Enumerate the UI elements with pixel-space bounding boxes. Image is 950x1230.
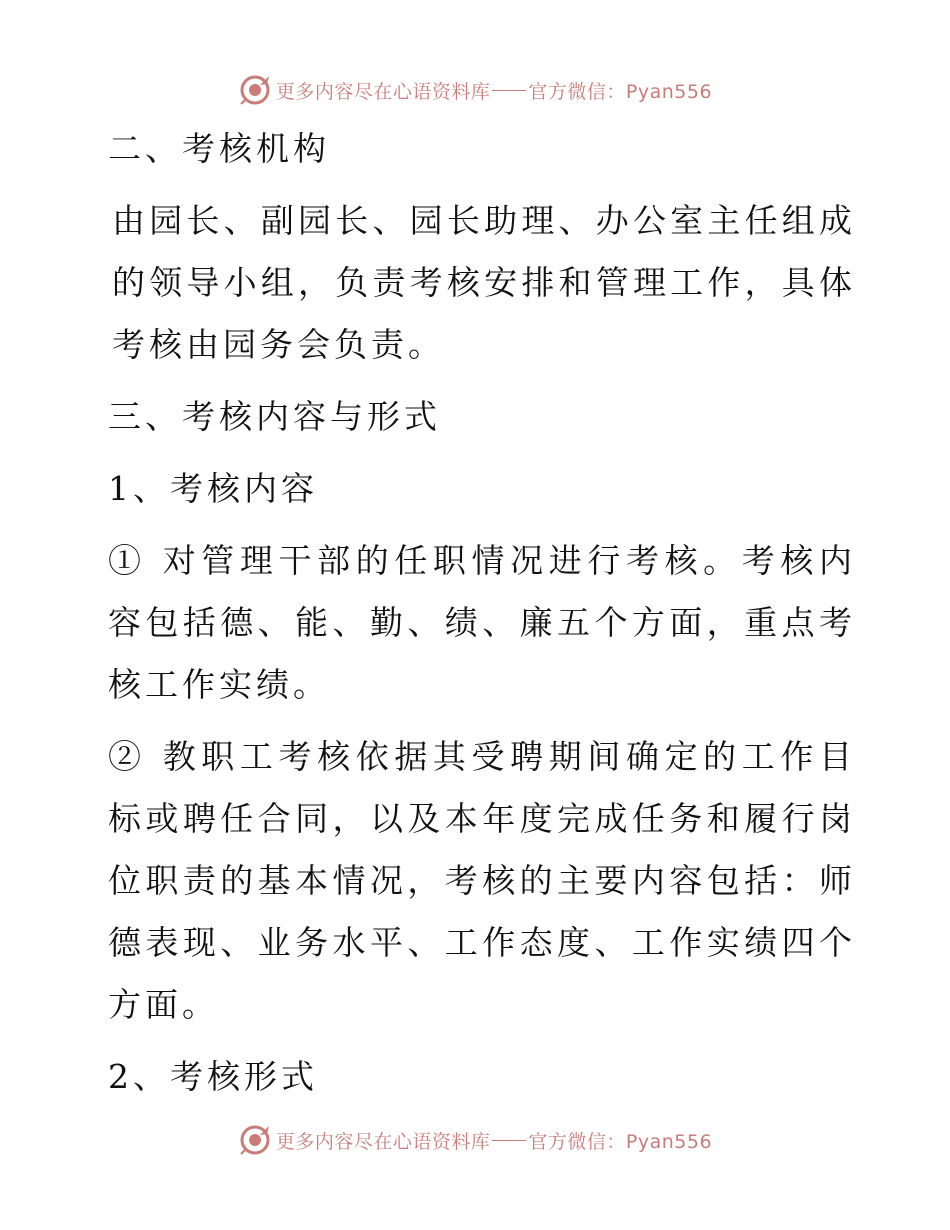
watermark-suffix: 官方微信：Pyan556 (528, 1130, 713, 1153)
watermark-header (0, 70, 950, 110)
quill-seal-icon (238, 1123, 272, 1157)
watermark-suffix: 官方微信：Pyan556 (528, 80, 713, 103)
watermark-dash (492, 1140, 526, 1141)
watermark-dash (492, 90, 526, 91)
section-3-title: 三、考核内容与形式 (108, 397, 441, 436)
watermark-text: 更多内容尽在心语资料库 (275, 1130, 491, 1153)
content-item-2: ② 教职工考核依据其受聘期间确定的工作目标或聘任合同，以及本年度完成任务和履行岗位职责的基本情况，考核的主要内容包括：师德表现、业务水平、工作态度、工作实绩四个方面。 (108, 737, 856, 1024)
content-item-1: ① 对管理干部的任职情况进行考核。考核内容包括德、能、勤、绩、廉五个方面，重点考核工作实绩。 (108, 541, 856, 704)
quill-seal-icon (238, 73, 272, 107)
subsection-1-title: 1、考核内容 (108, 469, 318, 508)
document-body (96, 118, 856, 1118)
subsection-2-title: 2、考核形式 (108, 1057, 318, 1096)
watermark-text: 更多内容尽在心语资料库 (275, 80, 491, 103)
section-2-title: 二、考核机构 (108, 129, 330, 168)
watermark-footer (0, 1120, 950, 1160)
section-2-body: 由园长、副园长、园长助理、办公室主任组成的领导小组，负责考核安排和管理工作，具体考核由园务会负责。 (112, 201, 856, 364)
